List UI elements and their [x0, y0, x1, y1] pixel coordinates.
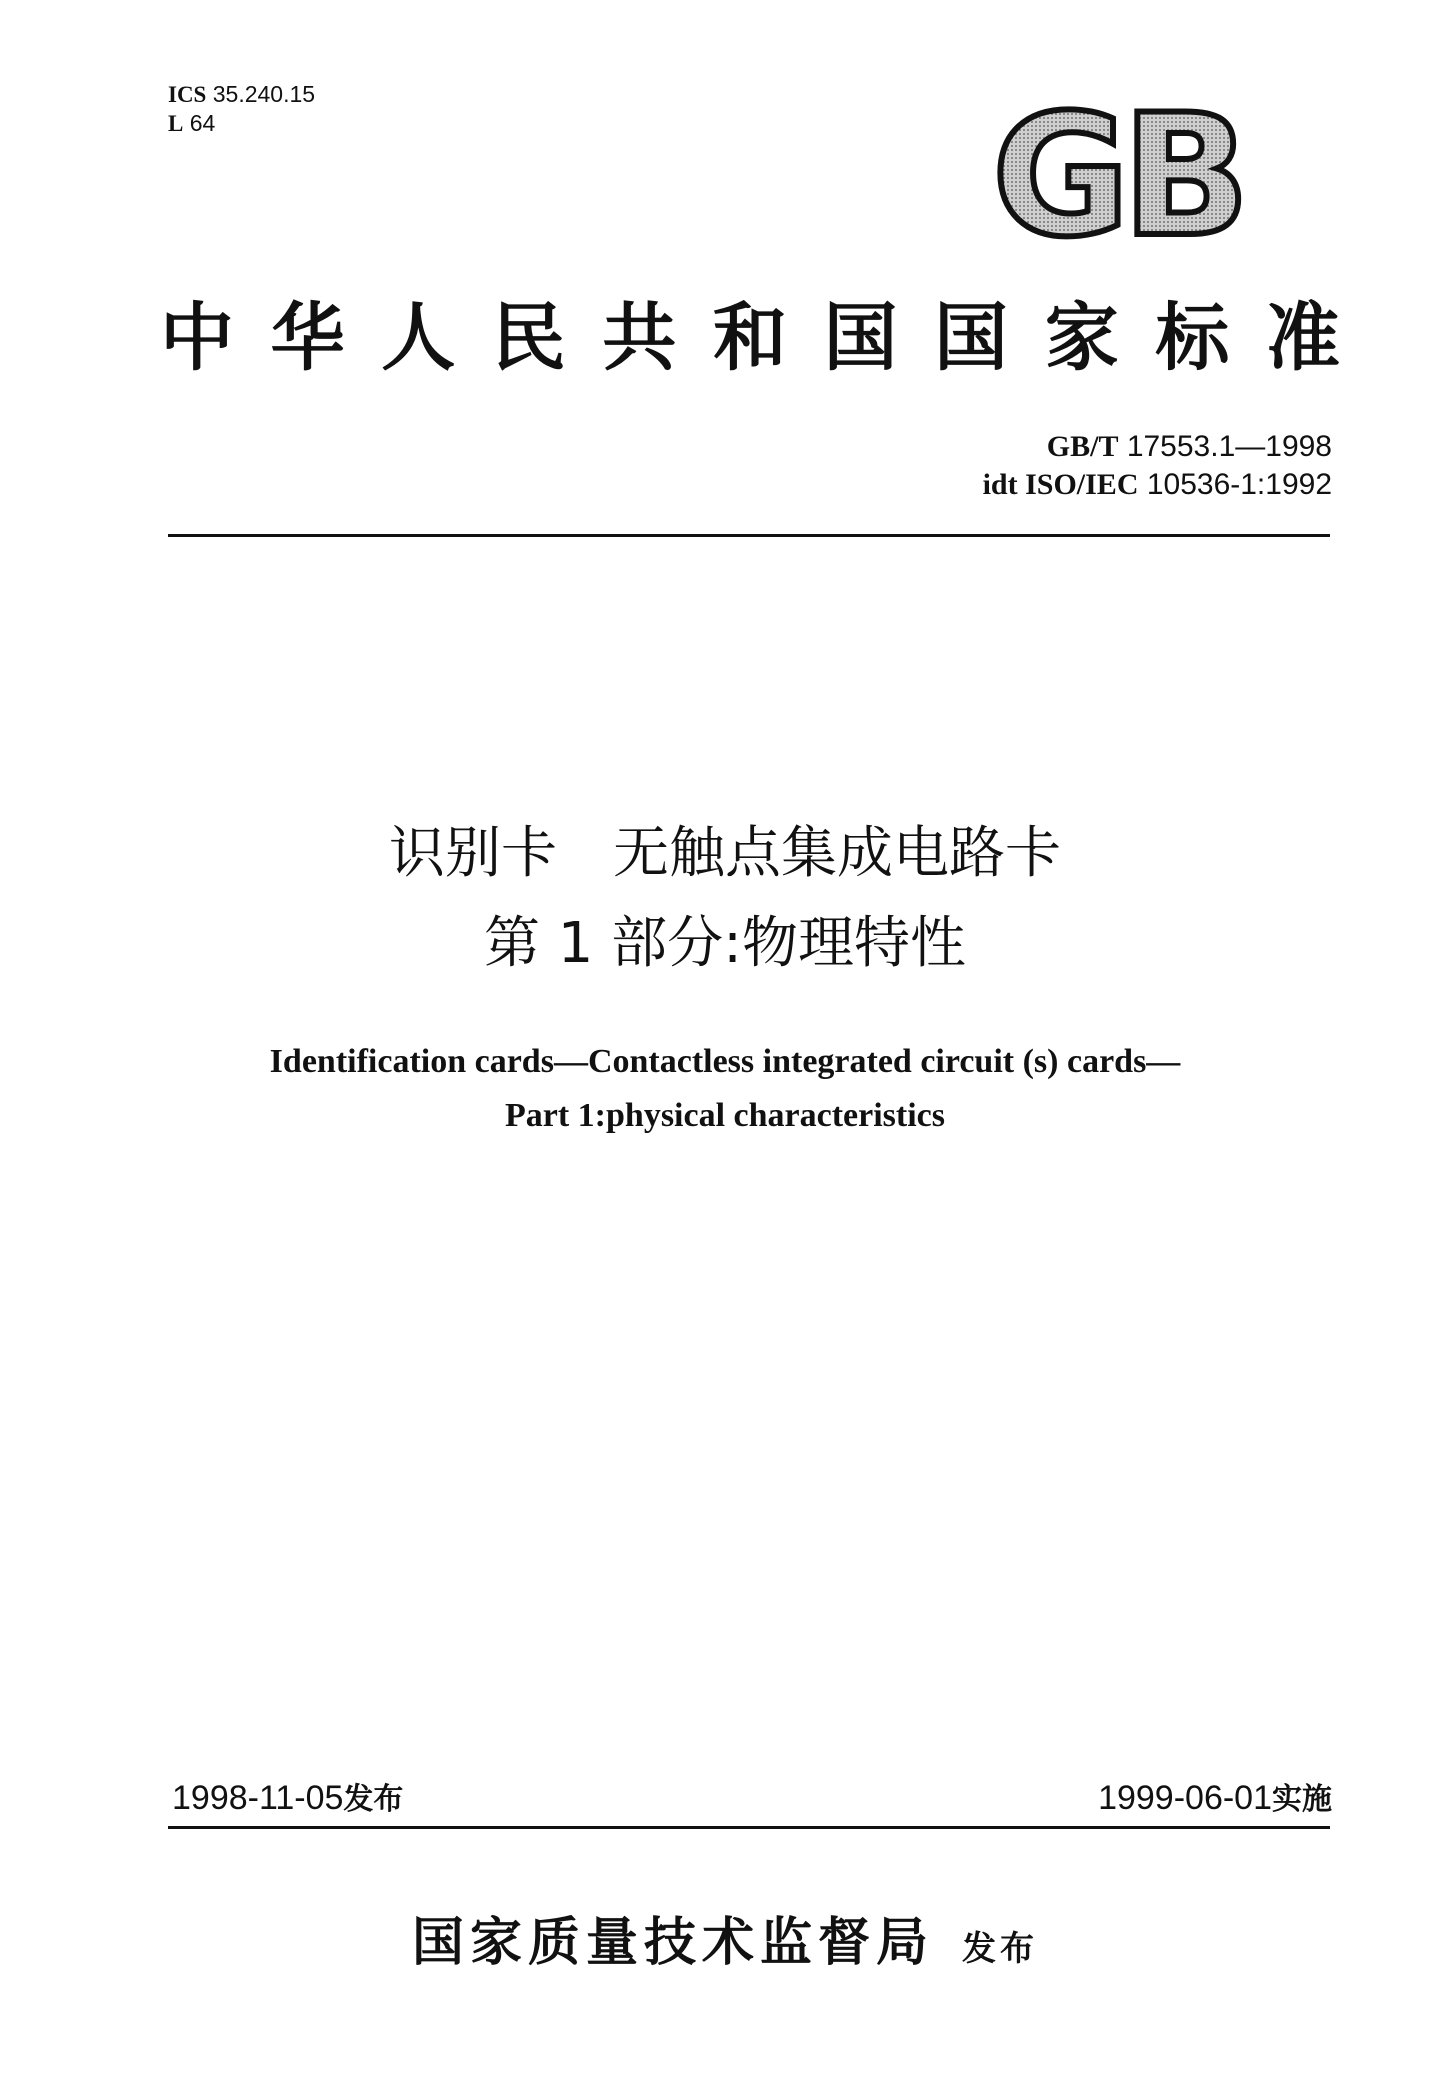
gb-logo — [990, 96, 1245, 246]
gb-logo-text: GB — [992, 96, 1242, 246]
gb-label: GB/T — [1046, 430, 1119, 463]
l-label: L — [168, 111, 184, 136]
effective-label: 实施 — [1272, 1782, 1332, 1817]
main-title — [160, 295, 1340, 381]
header-divider — [168, 534, 1330, 537]
publisher-action: 发布 — [962, 1929, 1038, 1969]
standard-numbers — [983, 428, 1332, 504]
title-zh-line1: 识别卡 无触点集成电路卡 — [389, 821, 1061, 886]
l-value: 64 — [189, 110, 216, 136]
main-title-char: 国 — [934, 295, 1009, 381]
effective-date: 1999-06-01 — [1098, 1779, 1272, 1817]
issue-date-block — [172, 1778, 403, 1820]
footer-divider — [168, 1826, 1330, 1829]
gb-value: 17553.1—1998 — [1126, 430, 1332, 463]
main-title-char: 准 — [1265, 295, 1340, 381]
main-title-char: 国 — [823, 295, 898, 381]
main-title-char: 民 — [491, 295, 566, 381]
gb-standard-number — [983, 428, 1332, 466]
main-title-char: 人 — [381, 295, 456, 381]
ics-code — [168, 80, 315, 109]
idt-label: idt ISO/IEC — [982, 468, 1139, 501]
issue-label: 发布 — [343, 1782, 404, 1817]
main-title-char: 标 — [1155, 295, 1230, 381]
main-title-char: 共 — [602, 295, 677, 381]
l-code — [168, 109, 315, 138]
issue-date: 1998-11-05 — [172, 1779, 344, 1817]
classification-codes — [168, 80, 315, 138]
title-en-line1: Identification cards—Contactless integrated circuit (s) cards— — [269, 1043, 1181, 1080]
publisher-name: 国家质量技术监督局 — [411, 1913, 934, 1973]
main-title-char: 家 — [1044, 295, 1119, 381]
idt-standard-number — [983, 466, 1332, 504]
title-en-line2: Part 1:physical characteristics — [505, 1097, 945, 1134]
effective-date-block — [1098, 1778, 1332, 1820]
ics-value: 35.240.15 — [212, 81, 316, 107]
main-title-char: 中 — [160, 295, 234, 381]
ics-label: ICS — [168, 82, 207, 107]
title-zh-line2: 第 1 部分:物理特性 — [483, 911, 967, 976]
main-title-char: 和 — [712, 295, 787, 381]
publisher — [0, 1900, 1450, 1975]
idt-value: 10536-1:1992 — [1146, 468, 1332, 501]
main-title-char: 华 — [270, 295, 345, 381]
